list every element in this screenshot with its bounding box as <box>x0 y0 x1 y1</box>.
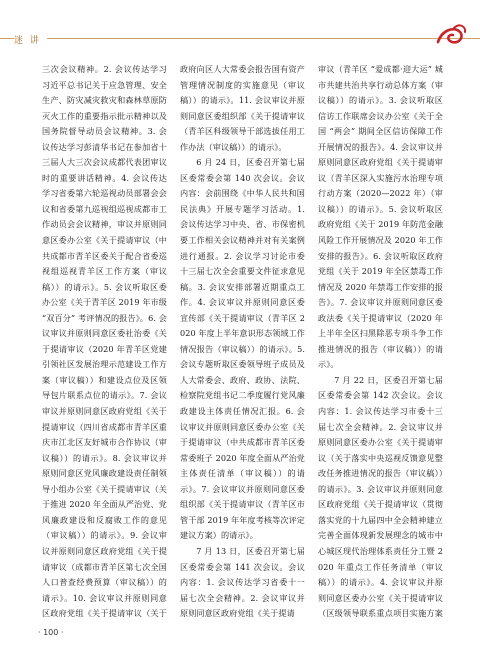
paragraph: 6 月 24 日，区委召开第七届区委常委会第 140 次会议。会议内容：会前围绕《中华人民共和国民法典》开展专题学习活动。1. 会议传达学习中央、省、市保密机要工作相关会议精神并对有关案例进行通报。2. 会议学习讨论市委十三届七次全会重要文件征求意见稿。3. 会议安排部署近期重点工作。4. 会议审议并原则同意区委宣传部《关于提请审议（青羊区 2020 年度上半年意识形态领域工作情况报告（审议稿））的请示》。5. 会议专题听取区委领导班子成员及人大常委会、政府、政协、法院、检察院党组书记二季度履行党风廉政建设主体责任情况汇报。6. 会议审议并原则同意区委办公室《关于提请审议（中共成都市青羊区委常委班子 2020 年度全面从严治党主体责任清单（审议稿））的请示》。7. 会议审议并原则同意区委组织部《关于提请审议（青羊区市管干部 2019 年年度考核等次评定建议方案）的请示》。 <box>180 157 305 541</box>
header-rule <box>0 38 480 39</box>
text-column-3 <box>318 62 443 622</box>
paragraph: 审议（青羊区 “爱成都·迎大运” 城市共建共治共享行动总体方案（审议稿））的请示》。3. 会议听取区信访工作联席会议办公室《关于全国 “两会” 期间全区信访保障工作开展情况的报告》。4. 会议审议并原则同意区政府党组《关于提请审议（青羊区深入实施污水治理专项行动方案（2020—2022 年）（审议稿））的请示》。5. 会议听取区政府党组《关于 2019 年防范金融风险工作开展情况及 2020 年工作安排的报告》。6. 会议听取区政府党组《关于 2019 年全区禁毒工作情况及 2020 年禁毒工作安排的报告》。7. 会议审议并原则同意区委政法委《关于提请审议（2020 年上半年全区扫黑除恶专项斗争工作推进情况的报告（审议稿））的请示》。 <box>318 64 443 370</box>
text-column-1 <box>42 62 167 622</box>
article-body <box>42 62 443 622</box>
paragraph: 7 月 13 日，区委召开第七届区委常委会第 141 次会议。会议内容：1. 会议传达学习省委十一届七次全会精神。2. 会议审议并原则同意区政府党组《关于提请 <box>180 545 305 619</box>
paragraph: 三次会议精神。2. 会议传达学习习近平总书记关于应急管理、安全生产、防灾减灾救灾和森林草原防灭火工作的重要指示批示精神以及国务院督导动员会议精神。3. 会议传达学习彭清华书记在参加省十三届人大三次会议成都代表团审议时的重要讲话精神。4. 会议传达学习省委第六轮巡视动员部署会会议和省委第九巡视组巡视成都市工作动员会会议精神，审议并原则同意区委办公室《关于提请审议（中共成都市青羊区委关于配合省委巡视组巡视青羊区工作方案（审议稿））的请示》。5. 会议听取区委办公室《关于青羊区 2019 年市级 “双百分” 考评情况的报告》。6. 会议审议并原则同意区委社治委《关于提请审议（2020 年青羊区党建引领社区发展治理示范建设工作方案（审议稿））和建设点位及区领导包片联系点位的请示》。7. 会议审议并原则同意区政府党组《关于提请审议（四川省成都市青羊区重庆市江北区友好城市合作协议（审议稿））的请示》。8. 会议审议并原则同意区党风廉政建设责任制领导小组办公室《关于提请审议（关于推进 2020 年全面从严治党、党风廉政建设和反腐败工作的意见（审议稿））的请示》。9. 会议审议并原则同意区政府党组《关于提请审议（成都市青羊区第七次全国人口普查经费预算（审议稿））的请示》。10. 会议审议并原则同意区政府党组《关于提请审议（关于 <box>42 64 167 619</box>
paragraph: 7 月 22 日，区委召开第七届区委常委会第 142 次会议。会议内容：1. 会议传达学习市委十三届七次全会精神。2. 会议审议并原则同意区委办公室《关于提请审议（关于落实中央巡视反馈意见整改任务推进情况的报告（审议稿））的请示》。3. 会议审议并原则同意区政府党组《关于提请审议（贯彻落实党的十九届四中全会精神建立完善全面体现新发展理念的城市中心城区现代治理体系责任分工暨 2020 年重点工作任务清单（审议稿））的请示》。4. 会议审议并原则同意区委办公室《关于提请审议（区级领导联系重点项目实施方案 <box>318 374 443 619</box>
paragraph: 政府向区人大常委会报告国有资产管理情况制度的实施意见（审议稿））的请示》。11. 会议审议并原则同意区委组织部《关于提请审议（青羊区科级领导干部选拔任用工作办法（审议稿））的请示》。 <box>180 64 305 152</box>
page-number: · 100 · <box>38 628 64 637</box>
page-header <box>0 0 480 54</box>
swirl-logo-icon <box>434 20 468 50</box>
section-title: 迷 讲 <box>14 33 47 46</box>
text-column-2 <box>180 62 305 622</box>
